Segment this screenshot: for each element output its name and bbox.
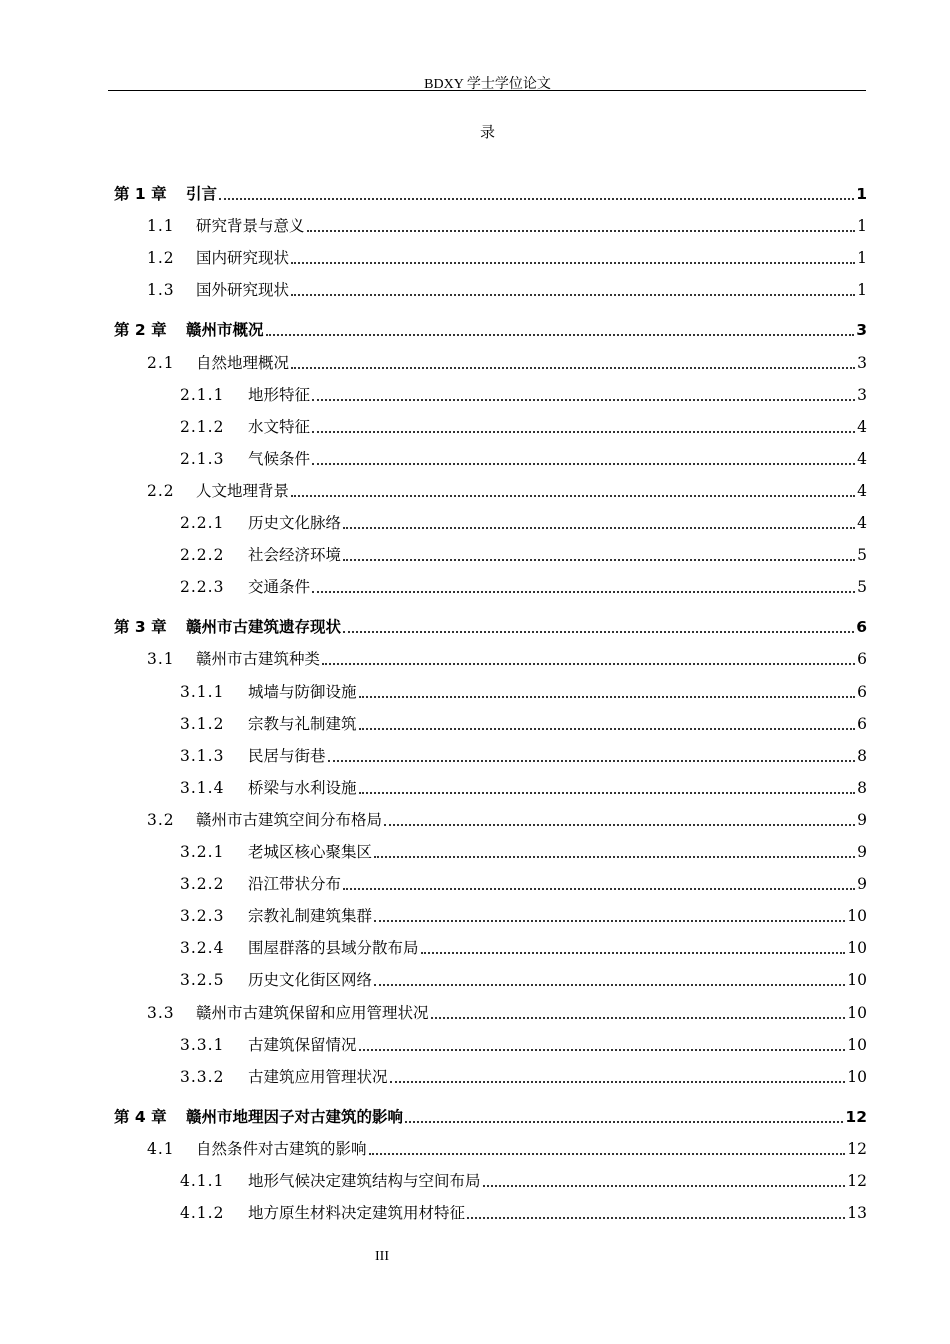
toc-subsection-entry[interactable] <box>180 541 867 565</box>
toc-subsection-entry[interactable] <box>180 742 867 766</box>
toc-entry-page: 8 <box>857 778 867 797</box>
toc-entry-number: 3.3.1 <box>180 1035 225 1054</box>
page-title: 录 <box>479 123 495 141</box>
toc-entry-title: 引言 <box>186 185 218 203</box>
toc-subsection-entry[interactable] <box>180 573 867 597</box>
toc-section-entry[interactable] <box>147 806 867 830</box>
toc-entry-title: 宗教与礼制建筑 <box>248 714 357 733</box>
toc-entry-number: 4.1.2 <box>180 1204 225 1223</box>
toc-entry-page: 3 <box>856 321 867 340</box>
toc-entry-title: 老城区核心聚集区 <box>248 843 373 861</box>
toc-subsection-entry[interactable] <box>180 509 867 533</box>
toc-dot-leader <box>483 1184 846 1187</box>
toc-subsection-entry[interactable] <box>180 774 867 798</box>
toc-dot-leader <box>405 1120 843 1123</box>
toc-dot-leader <box>307 229 855 232</box>
toc-entry-page: 3 <box>857 385 867 404</box>
toc-subsection-entry[interactable] <box>180 710 867 734</box>
toc-dot-leader <box>322 662 855 665</box>
toc-entry-number: 2.1.2 <box>180 417 225 436</box>
toc-entry-title: 地形气候决定建筑结构与空间布局 <box>248 1172 481 1190</box>
toc-entry-number: 3.1.1 <box>180 682 225 701</box>
toc-entry-title: 水文特征 <box>248 417 311 436</box>
toc-entry-number: 2.1.3 <box>180 449 225 468</box>
toc-entry-page: 10 <box>847 1067 867 1086</box>
toc-dot-leader <box>374 919 845 922</box>
toc-entry-number: 4.1.1 <box>180 1172 225 1190</box>
toc-entry-number: 3.2.2 <box>180 875 225 894</box>
toc-dot-leader <box>343 558 855 561</box>
toc-subsection-entry[interactable] <box>180 934 867 958</box>
toc-entry-title: 赣州市古建筑遗存现状 <box>186 618 342 637</box>
toc-entry-title: 沿江带状分布 <box>248 875 342 894</box>
toc-entry-page: 9 <box>857 875 867 894</box>
toc-dot-leader <box>328 759 855 762</box>
toc-entry-page: 10 <box>847 1035 867 1054</box>
toc-entry-title: 赣州市古建筑种类 <box>196 650 321 669</box>
toc-section-entry[interactable] <box>147 212 867 236</box>
toc-entry-title: 自然地理概况 <box>196 353 290 372</box>
toc-entry-title: 赣州市地理因子对古建筑的影响 <box>186 1107 404 1126</box>
toc-dot-leader <box>467 1216 845 1219</box>
toc-entry-title: 赣州市概况 <box>186 321 264 340</box>
toc-entry-page: 1 <box>856 185 867 203</box>
toc-entry-title: 国外研究现状 <box>196 281 290 300</box>
toc-entry-number: 2.2.2 <box>180 546 225 565</box>
toc-chapter-entry[interactable] <box>114 316 867 340</box>
toc-subsection-entry[interactable] <box>180 838 867 862</box>
toc-entry-page: 6 <box>857 650 867 669</box>
toc-dot-leader <box>312 430 855 433</box>
toc-entry-title: 围屋群落的县域分散布局 <box>248 939 419 958</box>
toc-entry-page: 10 <box>847 1003 867 1022</box>
toc-entry-title: 国内研究现状 <box>196 249 290 268</box>
toc-entry-page: 12 <box>847 1139 867 1158</box>
toc-dot-leader <box>359 695 855 698</box>
toc-entry-page: 4 <box>857 481 867 500</box>
toc-entry-number: 1.2 <box>147 249 175 268</box>
toc-dot-leader <box>266 333 855 336</box>
toc-entry-title: 民居与街巷 <box>248 746 326 765</box>
toc-dot-leader <box>291 494 855 497</box>
toc-dot-leader <box>343 630 854 633</box>
toc-entry-title: 社会经济环境 <box>248 546 342 565</box>
toc-subsection-entry[interactable] <box>180 1199 867 1223</box>
toc-entry-number: 3.2.4 <box>180 939 225 958</box>
toc-dot-leader <box>421 951 846 954</box>
toc-entry-number: 1.3 <box>147 281 175 300</box>
toc-subsection-entry[interactable] <box>180 966 867 990</box>
toc-dot-leader <box>369 1152 846 1155</box>
toc-section-entry[interactable] <box>147 1135 867 1159</box>
toc-chapter-entry[interactable] <box>114 1103 867 1127</box>
toc-entry-number: 2.1 <box>147 353 175 372</box>
toc-entry-number: 3.2.3 <box>180 907 225 926</box>
toc-subsection-entry[interactable] <box>180 413 867 437</box>
toc-entry-number: 2.1.1 <box>180 385 225 404</box>
toc-entry-title: 历史文化街区网络 <box>248 971 373 990</box>
toc-dot-leader <box>312 398 855 401</box>
toc-entry-page: 4 <box>857 449 867 468</box>
toc-section-entry[interactable] <box>147 999 867 1023</box>
toc-dot-leader <box>219 197 854 200</box>
toc-entry-page: 4 <box>857 417 867 436</box>
toc-chapter-entry[interactable] <box>114 180 867 204</box>
toc-entry-page: 12 <box>847 1172 867 1190</box>
running-header: BDXY 学士学位论文 <box>424 77 551 92</box>
toc-subsection-entry[interactable] <box>180 870 867 894</box>
toc-entry-number: 3.1.3 <box>180 746 225 765</box>
toc-entry-number: 第 1 章 <box>114 185 167 203</box>
toc-entry-page: 10 <box>847 939 867 958</box>
toc-entry-page: 3 <box>857 353 867 372</box>
toc-entry-title: 古建筑应用管理状况 <box>248 1067 388 1086</box>
toc-entry-page: 10 <box>847 971 867 990</box>
toc-entry-title: 地方原生材料决定建筑用材特征 <box>248 1204 466 1223</box>
toc-entry-page: 10 <box>847 907 867 926</box>
toc-dot-leader <box>390 1080 846 1083</box>
toc-section-entry[interactable] <box>147 276 867 300</box>
toc-entry-page: 5 <box>857 578 867 597</box>
toc-section-entry[interactable] <box>147 645 867 669</box>
toc-subsection-entry[interactable] <box>180 1063 867 1087</box>
toc-entry-page: 8 <box>857 746 867 765</box>
toc-dot-leader <box>384 823 855 826</box>
toc-dot-leader <box>291 293 855 296</box>
toc-entry-number: 2.2.1 <box>180 514 225 532</box>
toc-entry-page: 9 <box>857 843 867 861</box>
toc-dot-leader <box>312 590 855 593</box>
toc-entry-page: 1 <box>857 281 867 300</box>
footer-page-number: III <box>375 1249 389 1264</box>
toc-subsection-entry[interactable] <box>180 1031 867 1055</box>
toc-section-entry[interactable] <box>147 349 867 373</box>
toc-entry-page: 6 <box>857 714 867 733</box>
toc-entry-page: 6 <box>856 618 867 637</box>
toc-entry-title: 古建筑保留情况 <box>248 1035 357 1054</box>
toc-entry-title: 地形特征 <box>248 385 311 404</box>
toc-subsection-entry[interactable] <box>180 445 867 469</box>
toc-subsection-entry[interactable] <box>180 678 867 702</box>
toc-dot-leader <box>374 855 855 858</box>
toc-dot-leader <box>312 462 855 465</box>
toc-entry-number: 3.1 <box>147 650 175 669</box>
toc-section-entry[interactable] <box>147 477 867 501</box>
toc-entry-number: 4.1 <box>147 1139 175 1158</box>
toc-dot-leader <box>359 727 855 730</box>
toc-dot-leader <box>374 983 845 986</box>
toc-entry-page: 13 <box>847 1204 867 1223</box>
toc-subsection-entry[interactable] <box>180 1167 867 1191</box>
toc-entry-title: 气候条件 <box>248 449 311 468</box>
toc-entry-number: 第 2 章 <box>114 321 167 340</box>
toc-section-entry[interactable] <box>147 244 867 268</box>
toc-chapter-entry[interactable] <box>114 613 867 637</box>
toc-entry-number: 3.1.2 <box>180 714 225 733</box>
toc-dot-leader <box>291 366 855 369</box>
toc-entry-page: 4 <box>857 514 867 532</box>
toc-entry-number: 2.2.3 <box>180 578 225 597</box>
toc-entry-page: 5 <box>857 546 867 565</box>
toc-entry-number: 第 4 章 <box>114 1107 167 1126</box>
toc-entry-page: 6 <box>857 682 867 701</box>
toc-entry-title: 研究背景与意义 <box>196 217 305 236</box>
toc-subsection-entry[interactable] <box>180 902 867 926</box>
toc-entry-page: 1 <box>857 217 867 236</box>
toc-entry-number: 3.2.1 <box>180 843 225 861</box>
toc-dot-leader <box>291 261 855 264</box>
toc-entry-number: 第 3 章 <box>114 618 167 637</box>
toc-entry-title: 人文地理背景 <box>196 481 290 500</box>
toc-entry-page: 9 <box>857 810 867 829</box>
toc-subsection-entry[interactable] <box>180 381 867 405</box>
toc-entry-number: 3.3.2 <box>180 1067 225 1086</box>
toc-entry-page: 1 <box>857 249 867 268</box>
toc-entry-number: 1.1 <box>147 217 175 236</box>
toc-dot-leader <box>431 1016 846 1019</box>
toc-dot-leader <box>343 887 855 890</box>
toc-entry-number: 3.2.5 <box>180 971 225 990</box>
toc-entry-title: 自然条件对古建筑的影响 <box>196 1139 367 1158</box>
toc-entry-page: 12 <box>845 1107 867 1126</box>
toc-entry-number: 3.1.4 <box>180 778 225 797</box>
toc-entry-title: 桥梁与水利设施 <box>248 778 357 797</box>
toc-entry-title: 赣州市古建筑空间分布格局 <box>196 810 383 829</box>
toc-entry-title: 历史文化脉络 <box>248 514 342 532</box>
toc-entry-title: 城墙与防御设施 <box>248 682 357 701</box>
toc-entry-number: 3.3 <box>147 1003 175 1022</box>
toc-entry-title: 赣州市古建筑保留和应用管理状况 <box>196 1003 429 1022</box>
toc-entry-title: 交通条件 <box>248 578 311 597</box>
toc-entry-number: 3.2 <box>147 810 175 829</box>
toc-dot-leader <box>343 526 855 529</box>
toc-dot-leader <box>359 1048 846 1051</box>
toc-dot-leader <box>359 791 855 794</box>
toc-entry-title: 宗教礼制建筑集群 <box>248 907 373 926</box>
toc-entry-number: 2.2 <box>147 481 175 500</box>
